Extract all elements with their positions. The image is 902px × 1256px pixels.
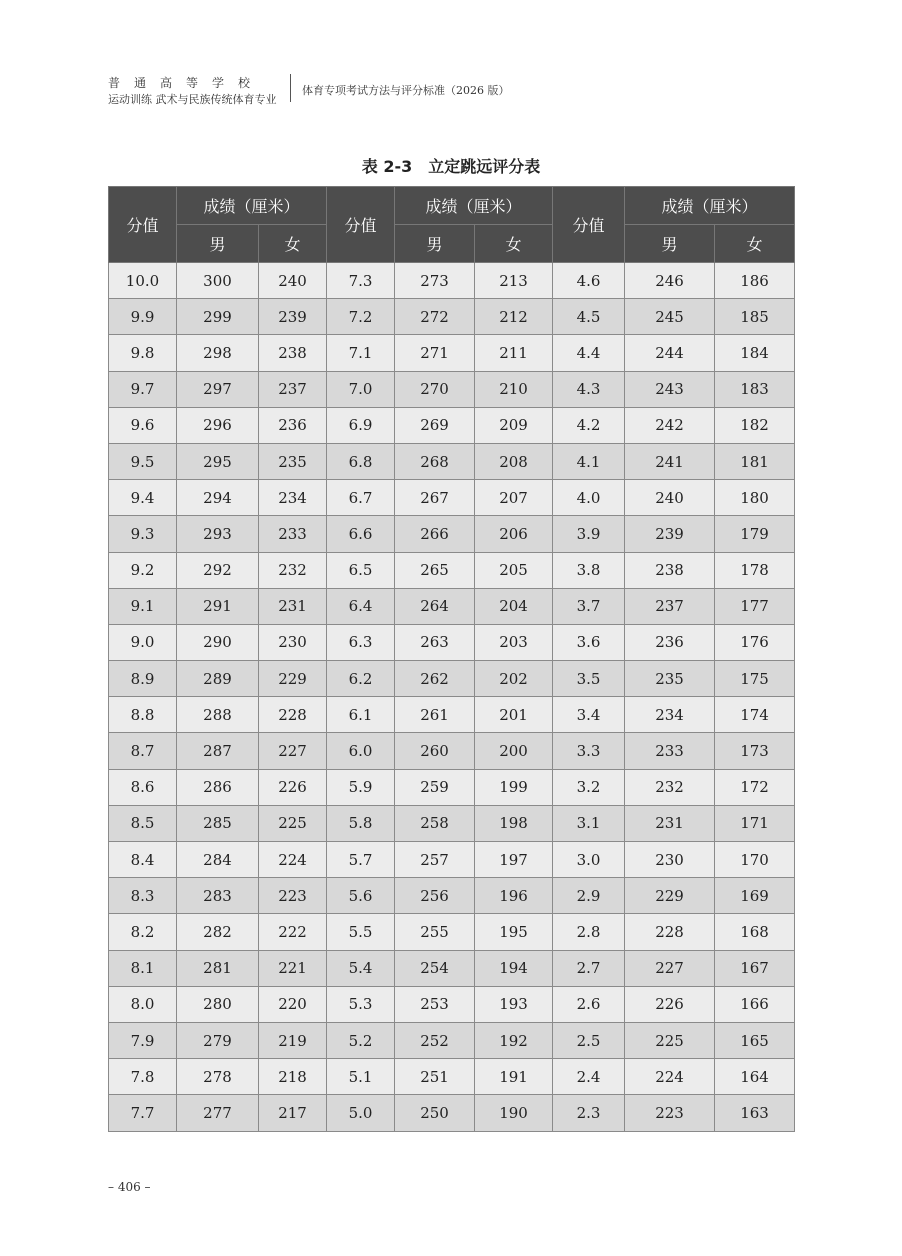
score-cell: 8.9 bbox=[109, 661, 177, 697]
male-cell: 294 bbox=[177, 480, 259, 516]
female-cell: 209 bbox=[475, 407, 553, 443]
score-cell: 4.6 bbox=[553, 263, 625, 299]
table-row bbox=[109, 263, 795, 299]
male-cell: 270 bbox=[395, 371, 475, 407]
score-cell: 4.2 bbox=[553, 407, 625, 443]
male-cell: 224 bbox=[625, 1059, 715, 1095]
male-cell: 283 bbox=[177, 878, 259, 914]
female-cell: 198 bbox=[475, 805, 553, 841]
female-cell: 168 bbox=[715, 914, 795, 950]
score-cell: 8.8 bbox=[109, 697, 177, 733]
score-cell: 5.4 bbox=[327, 950, 395, 986]
male-cell: 228 bbox=[625, 914, 715, 950]
male-cell: 289 bbox=[177, 661, 259, 697]
table-row bbox=[109, 769, 795, 805]
female-cell: 192 bbox=[475, 1022, 553, 1058]
male-cell: 251 bbox=[395, 1059, 475, 1095]
table-row bbox=[109, 986, 795, 1022]
male-cell: 255 bbox=[395, 914, 475, 950]
table-row bbox=[109, 878, 795, 914]
male-cell: 230 bbox=[625, 842, 715, 878]
score-cell: 2.8 bbox=[553, 914, 625, 950]
female-cell: 190 bbox=[475, 1095, 553, 1131]
score-cell: 10.0 bbox=[109, 263, 177, 299]
male-cell: 282 bbox=[177, 914, 259, 950]
table-row bbox=[109, 661, 795, 697]
score-cell: 6.4 bbox=[327, 588, 395, 624]
table-row bbox=[109, 805, 795, 841]
score-cell: 7.7 bbox=[109, 1095, 177, 1131]
score-header: 分值 bbox=[109, 187, 177, 263]
male-cell: 256 bbox=[395, 878, 475, 914]
score-cell: 6.6 bbox=[327, 516, 395, 552]
male-cell: 269 bbox=[395, 407, 475, 443]
male-cell: 277 bbox=[177, 1095, 259, 1131]
female-cell: 210 bbox=[475, 371, 553, 407]
table-row bbox=[109, 733, 795, 769]
male-cell: 245 bbox=[625, 299, 715, 335]
score-cell: 2.7 bbox=[553, 950, 625, 986]
score-cell: 9.2 bbox=[109, 552, 177, 588]
male-cell: 227 bbox=[625, 950, 715, 986]
female-cell: 232 bbox=[259, 552, 327, 588]
female-cell: 218 bbox=[259, 1059, 327, 1095]
male-cell: 240 bbox=[625, 480, 715, 516]
female-cell: 231 bbox=[259, 588, 327, 624]
male-header: 男 bbox=[395, 225, 475, 263]
male-cell: 272 bbox=[395, 299, 475, 335]
male-cell: 259 bbox=[395, 769, 475, 805]
male-cell: 261 bbox=[395, 697, 475, 733]
table-row bbox=[109, 371, 795, 407]
score-cell: 2.4 bbox=[553, 1059, 625, 1095]
table-row bbox=[109, 697, 795, 733]
table-row bbox=[109, 1022, 795, 1058]
male-cell: 263 bbox=[395, 624, 475, 660]
female-cell: 229 bbox=[259, 661, 327, 697]
female-cell: 237 bbox=[259, 371, 327, 407]
score-cell: 8.7 bbox=[109, 733, 177, 769]
female-cell: 235 bbox=[259, 443, 327, 479]
table-row bbox=[109, 1059, 795, 1095]
male-cell: 264 bbox=[395, 588, 475, 624]
male-cell: 236 bbox=[625, 624, 715, 660]
female-cell: 171 bbox=[715, 805, 795, 841]
male-cell: 299 bbox=[177, 299, 259, 335]
female-cell: 224 bbox=[259, 842, 327, 878]
score-cell: 6.2 bbox=[327, 661, 395, 697]
result-header: 成绩（厘米） bbox=[395, 187, 553, 225]
table-row bbox=[109, 407, 795, 443]
male-cell: 284 bbox=[177, 842, 259, 878]
female-cell: 178 bbox=[715, 552, 795, 588]
male-cell: 281 bbox=[177, 950, 259, 986]
female-cell: 164 bbox=[715, 1059, 795, 1095]
score-cell: 6.1 bbox=[327, 697, 395, 733]
female-cell: 196 bbox=[475, 878, 553, 914]
table-row bbox=[109, 624, 795, 660]
score-cell: 3.0 bbox=[553, 842, 625, 878]
score-header: 分值 bbox=[553, 187, 625, 263]
score-cell: 8.0 bbox=[109, 986, 177, 1022]
score-cell: 9.3 bbox=[109, 516, 177, 552]
result-header: 成绩（厘米） bbox=[625, 187, 795, 225]
male-cell: 225 bbox=[625, 1022, 715, 1058]
male-cell: 268 bbox=[395, 443, 475, 479]
score-cell: 3.2 bbox=[553, 769, 625, 805]
female-cell: 176 bbox=[715, 624, 795, 660]
male-cell: 273 bbox=[395, 263, 475, 299]
score-cell: 2.6 bbox=[553, 986, 625, 1022]
male-cell: 300 bbox=[177, 263, 259, 299]
female-cell: 173 bbox=[715, 733, 795, 769]
male-cell: 234 bbox=[625, 697, 715, 733]
female-cell: 174 bbox=[715, 697, 795, 733]
score-header: 分值 bbox=[327, 187, 395, 263]
male-cell: 285 bbox=[177, 805, 259, 841]
score-cell: 5.2 bbox=[327, 1022, 395, 1058]
male-header: 男 bbox=[177, 225, 259, 263]
female-cell: 193 bbox=[475, 986, 553, 1022]
male-cell: 257 bbox=[395, 842, 475, 878]
male-cell: 288 bbox=[177, 697, 259, 733]
male-cell: 244 bbox=[625, 335, 715, 371]
female-cell: 169 bbox=[715, 878, 795, 914]
score-cell: 4.1 bbox=[553, 443, 625, 479]
male-cell: 260 bbox=[395, 733, 475, 769]
score-cell: 6.5 bbox=[327, 552, 395, 588]
score-cell: 6.0 bbox=[327, 733, 395, 769]
female-header: 女 bbox=[715, 225, 795, 263]
female-cell: 182 bbox=[715, 407, 795, 443]
score-cell: 9.4 bbox=[109, 480, 177, 516]
male-cell: 287 bbox=[177, 733, 259, 769]
female-cell: 191 bbox=[475, 1059, 553, 1095]
male-cell: 280 bbox=[177, 986, 259, 1022]
scoring-table bbox=[108, 186, 795, 1132]
female-cell: 226 bbox=[259, 769, 327, 805]
score-cell: 8.2 bbox=[109, 914, 177, 950]
female-cell: 197 bbox=[475, 842, 553, 878]
score-cell: 3.5 bbox=[553, 661, 625, 697]
female-cell: 211 bbox=[475, 335, 553, 371]
score-cell: 5.1 bbox=[327, 1059, 395, 1095]
male-cell: 239 bbox=[625, 516, 715, 552]
male-cell: 241 bbox=[625, 443, 715, 479]
score-cell: 7.1 bbox=[327, 335, 395, 371]
male-cell: 262 bbox=[395, 661, 475, 697]
table-row bbox=[109, 914, 795, 950]
male-cell: 235 bbox=[625, 661, 715, 697]
score-cell: 3.8 bbox=[553, 552, 625, 588]
score-cell: 6.9 bbox=[327, 407, 395, 443]
male-cell: 229 bbox=[625, 878, 715, 914]
score-cell: 8.1 bbox=[109, 950, 177, 986]
female-cell: 206 bbox=[475, 516, 553, 552]
male-cell: 243 bbox=[625, 371, 715, 407]
female-cell: 225 bbox=[259, 805, 327, 841]
female-cell: 207 bbox=[475, 480, 553, 516]
score-cell: 4.3 bbox=[553, 371, 625, 407]
score-cell: 5.7 bbox=[327, 842, 395, 878]
score-cell: 2.3 bbox=[553, 1095, 625, 1131]
male-cell: 292 bbox=[177, 552, 259, 588]
score-cell: 3.6 bbox=[553, 624, 625, 660]
female-cell: 240 bbox=[259, 263, 327, 299]
female-cell: 203 bbox=[475, 624, 553, 660]
table-row bbox=[109, 299, 795, 335]
male-cell: 246 bbox=[625, 263, 715, 299]
female-cell: 204 bbox=[475, 588, 553, 624]
female-cell: 184 bbox=[715, 335, 795, 371]
book-title: 体育专项考试方法与评分标准（2026 版） bbox=[302, 84, 510, 97]
male-cell: 297 bbox=[177, 371, 259, 407]
major-subtitle: 运动训练 武术与民族传统体育专业 bbox=[108, 93, 277, 106]
female-cell: 185 bbox=[715, 299, 795, 335]
female-cell: 233 bbox=[259, 516, 327, 552]
female-cell: 167 bbox=[715, 950, 795, 986]
male-cell: 295 bbox=[177, 443, 259, 479]
score-cell: 3.4 bbox=[553, 697, 625, 733]
male-cell: 253 bbox=[395, 986, 475, 1022]
female-cell: 228 bbox=[259, 697, 327, 733]
female-cell: 213 bbox=[475, 263, 553, 299]
score-cell: 9.8 bbox=[109, 335, 177, 371]
female-cell: 202 bbox=[475, 661, 553, 697]
table-row bbox=[109, 480, 795, 516]
male-header: 男 bbox=[625, 225, 715, 263]
table-body bbox=[109, 263, 795, 1132]
male-cell: 296 bbox=[177, 407, 259, 443]
female-cell: 223 bbox=[259, 878, 327, 914]
male-cell: 267 bbox=[395, 480, 475, 516]
female-cell: 217 bbox=[259, 1095, 327, 1131]
female-cell: 201 bbox=[475, 697, 553, 733]
female-cell: 230 bbox=[259, 624, 327, 660]
score-cell: 7.9 bbox=[109, 1022, 177, 1058]
female-cell: 227 bbox=[259, 733, 327, 769]
male-cell: 271 bbox=[395, 335, 475, 371]
male-cell: 231 bbox=[625, 805, 715, 841]
score-cell: 3.9 bbox=[553, 516, 625, 552]
score-cell: 9.6 bbox=[109, 407, 177, 443]
female-header: 女 bbox=[475, 225, 553, 263]
score-cell: 6.3 bbox=[327, 624, 395, 660]
female-header: 女 bbox=[259, 225, 327, 263]
female-cell: 172 bbox=[715, 769, 795, 805]
female-cell: 181 bbox=[715, 443, 795, 479]
score-cell: 8.4 bbox=[109, 842, 177, 878]
female-cell: 186 bbox=[715, 263, 795, 299]
male-cell: 223 bbox=[625, 1095, 715, 1131]
female-cell: 200 bbox=[475, 733, 553, 769]
table-row bbox=[109, 842, 795, 878]
score-cell: 2.9 bbox=[553, 878, 625, 914]
female-cell: 180 bbox=[715, 480, 795, 516]
male-cell: 266 bbox=[395, 516, 475, 552]
female-cell: 219 bbox=[259, 1022, 327, 1058]
female-cell: 220 bbox=[259, 986, 327, 1022]
score-cell: 4.0 bbox=[553, 480, 625, 516]
male-cell: 258 bbox=[395, 805, 475, 841]
score-cell: 5.8 bbox=[327, 805, 395, 841]
male-cell: 279 bbox=[177, 1022, 259, 1058]
score-cell: 3.1 bbox=[553, 805, 625, 841]
female-cell: 183 bbox=[715, 371, 795, 407]
female-cell: 175 bbox=[715, 661, 795, 697]
score-cell: 5.0 bbox=[327, 1095, 395, 1131]
table-row bbox=[109, 552, 795, 588]
female-cell: 170 bbox=[715, 842, 795, 878]
score-cell: 5.5 bbox=[327, 914, 395, 950]
table-row bbox=[109, 443, 795, 479]
female-cell: 208 bbox=[475, 443, 553, 479]
score-cell: 7.2 bbox=[327, 299, 395, 335]
female-cell: 194 bbox=[475, 950, 553, 986]
male-cell: 278 bbox=[177, 1059, 259, 1095]
score-cell: 9.1 bbox=[109, 588, 177, 624]
female-cell: 205 bbox=[475, 552, 553, 588]
female-cell: 221 bbox=[259, 950, 327, 986]
female-cell: 165 bbox=[715, 1022, 795, 1058]
female-cell: 238 bbox=[259, 335, 327, 371]
male-cell: 293 bbox=[177, 516, 259, 552]
male-cell: 252 bbox=[395, 1022, 475, 1058]
female-cell: 177 bbox=[715, 588, 795, 624]
score-cell: 5.6 bbox=[327, 878, 395, 914]
score-cell: 4.4 bbox=[553, 335, 625, 371]
table-row bbox=[109, 588, 795, 624]
female-cell: 222 bbox=[259, 914, 327, 950]
female-cell: 195 bbox=[475, 914, 553, 950]
male-cell: 237 bbox=[625, 588, 715, 624]
male-cell: 232 bbox=[625, 769, 715, 805]
male-cell: 298 bbox=[177, 335, 259, 371]
score-cell: 5.3 bbox=[327, 986, 395, 1022]
score-cell: 9.9 bbox=[109, 299, 177, 335]
female-cell: 163 bbox=[715, 1095, 795, 1131]
male-cell: 290 bbox=[177, 624, 259, 660]
result-header: 成绩（厘米） bbox=[177, 187, 327, 225]
score-cell: 9.0 bbox=[109, 624, 177, 660]
male-cell: 242 bbox=[625, 407, 715, 443]
female-cell: 234 bbox=[259, 480, 327, 516]
female-cell: 236 bbox=[259, 407, 327, 443]
table-row bbox=[109, 335, 795, 371]
female-cell: 179 bbox=[715, 516, 795, 552]
score-cell: 7.8 bbox=[109, 1059, 177, 1095]
female-cell: 212 bbox=[475, 299, 553, 335]
male-cell: 254 bbox=[395, 950, 475, 986]
table-row bbox=[109, 1095, 795, 1131]
male-cell: 291 bbox=[177, 588, 259, 624]
score-cell: 8.6 bbox=[109, 769, 177, 805]
score-cell: 5.9 bbox=[327, 769, 395, 805]
female-cell: 239 bbox=[259, 299, 327, 335]
score-cell: 8.3 bbox=[109, 878, 177, 914]
score-cell: 2.5 bbox=[553, 1022, 625, 1058]
male-cell: 250 bbox=[395, 1095, 475, 1131]
score-cell: 3.3 bbox=[553, 733, 625, 769]
female-cell: 199 bbox=[475, 769, 553, 805]
score-cell: 4.5 bbox=[553, 299, 625, 335]
table-row bbox=[109, 950, 795, 986]
table-title: 表 2-3 立定跳远评分表 bbox=[361, 157, 541, 176]
male-cell: 265 bbox=[395, 552, 475, 588]
score-cell: 9.5 bbox=[109, 443, 177, 479]
score-cell: 7.0 bbox=[327, 371, 395, 407]
score-cell: 7.3 bbox=[327, 263, 395, 299]
score-cell: 6.7 bbox=[327, 480, 395, 516]
score-cell: 8.5 bbox=[109, 805, 177, 841]
male-cell: 233 bbox=[625, 733, 715, 769]
score-cell: 9.7 bbox=[109, 371, 177, 407]
male-cell: 286 bbox=[177, 769, 259, 805]
female-cell: 166 bbox=[715, 986, 795, 1022]
header-divider bbox=[290, 74, 291, 102]
male-cell: 238 bbox=[625, 552, 715, 588]
page-number: – 406 – bbox=[108, 1180, 151, 1194]
school-name: 普通高等学校 bbox=[108, 76, 265, 90]
table-row bbox=[109, 516, 795, 552]
score-cell: 3.7 bbox=[553, 588, 625, 624]
male-cell: 226 bbox=[625, 986, 715, 1022]
score-cell: 6.8 bbox=[327, 443, 395, 479]
